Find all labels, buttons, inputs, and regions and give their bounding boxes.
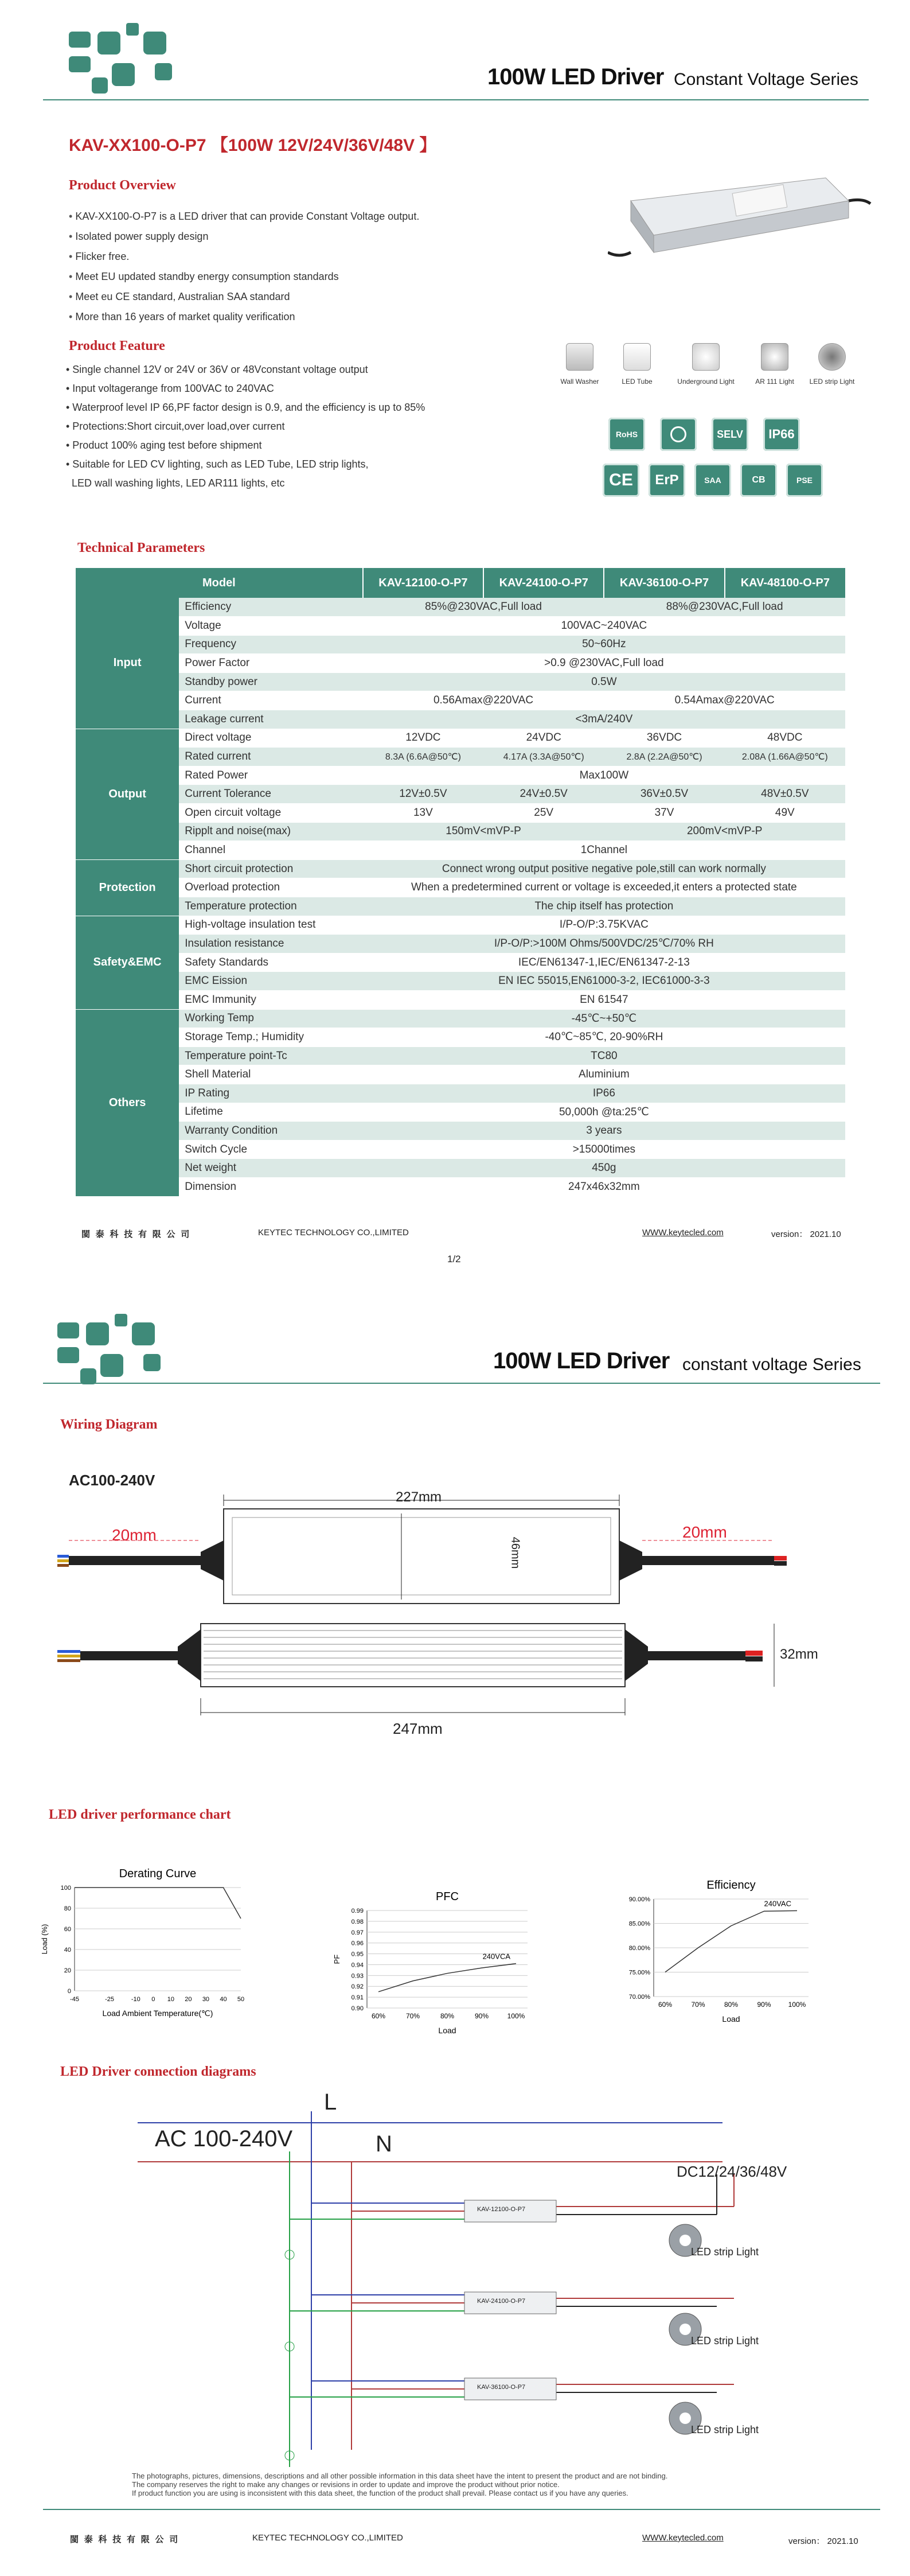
table-row: [76, 935, 845, 954]
table-row: [76, 878, 845, 897]
table-row: [76, 672, 845, 691]
param-value: 36V±0.5V: [604, 785, 724, 804]
table-row: [76, 897, 845, 916]
footer-company-en: KEYTEC TECHNOLOGY CO.,LIMITED: [252, 2533, 403, 2543]
param-value: 48V±0.5V: [725, 785, 845, 804]
param-name: Rated current: [179, 748, 362, 766]
class2-icon: [660, 418, 697, 451]
strip-light-label: LED strip Light: [691, 2424, 759, 2435]
y-tick-label: 0.99: [351, 1908, 364, 1915]
param-name: Current: [179, 691, 362, 710]
x-tick-label: 80%: [724, 2001, 739, 2009]
list-item: • KAV-XX100-O-P7 is a LED driver that can provide Constant Voltage output.: [69, 207, 556, 227]
y-tick-label: 85.00%: [628, 1920, 650, 1928]
param-name: Leakage current: [179, 710, 362, 729]
list-item: • Protections:Short circuit,over load,over current: [66, 421, 285, 432]
page-title: 100W LED Driver: [493, 1348, 670, 1373]
disclaimer-line: If product function you are using is inconsistent with this data sheet, the function of the product shall prevail. Please contact us if you have any queries.: [132, 2489, 628, 2497]
param-value: 2.08A (1.66A@50℃): [725, 748, 845, 766]
param-name: Current Tolerance: [179, 785, 362, 804]
param-name: Frequency: [179, 635, 362, 654]
param-value: 0.5W: [363, 672, 845, 691]
y-tick-label: 0.93: [351, 1972, 364, 1980]
company-logo: [69, 23, 178, 98]
wiring-ac-label: AC100-240V: [69, 1472, 155, 1489]
param-value: 247x46x32mm: [363, 1177, 845, 1196]
x-tick-label: 30: [202, 1996, 210, 2003]
param-value: 12V±0.5V: [363, 785, 483, 804]
header-rule: [43, 1383, 880, 1384]
param-name: Switch Cycle: [179, 1140, 362, 1159]
feature-heading: Product Feature: [69, 338, 165, 353]
param-value: 88%@230VAC,Full load: [604, 598, 845, 617]
param-name: Insulation resistance: [179, 935, 362, 954]
y-tick-label: 0.90: [351, 2005, 364, 2012]
series-line: [75, 1888, 241, 1919]
neutral-n-label: N: [376, 2131, 392, 2157]
table-row: [76, 841, 845, 860]
param-value: 200mV<mVP-P: [604, 822, 845, 841]
param-name: Storage Temp.; Humidity: [179, 1028, 362, 1047]
underground-light-icon: [692, 343, 720, 371]
table-header-row: [76, 568, 845, 598]
table-row: [76, 1009, 845, 1028]
param-name: Voltage: [179, 617, 362, 636]
param-value: 48VDC: [725, 729, 845, 748]
tech-table: [76, 568, 845, 1197]
ip66-icon: IP66: [763, 418, 800, 451]
app-label: Wall Washer: [560, 378, 599, 386]
param-name: Open circuit voltage: [179, 804, 362, 823]
x-tick-label: 0: [151, 1996, 155, 2003]
x-tick-label: 20: [185, 1996, 192, 2003]
table-header: KAV-48100-O-P7: [725, 568, 845, 598]
y-tick-label: 0.94: [351, 1962, 364, 1969]
param-value: >15000times: [363, 1140, 845, 1159]
y-tick-label: 0.95: [351, 1951, 364, 1958]
param-name: Dimension: [179, 1177, 362, 1196]
param-name: EMC Immunity: [179, 990, 362, 1009]
footer-rule: [43, 2509, 880, 2510]
table-row: [76, 1159, 845, 1178]
param-name: Temperature point-Tc: [179, 1046, 362, 1065]
x-tick-label: 60%: [371, 2012, 386, 2020]
table-row: [76, 822, 845, 841]
strip-light-label: LED strip Light: [691, 2246, 759, 2258]
y-tick-label: 0.92: [351, 1983, 364, 1991]
param-name: Efficiency: [179, 598, 362, 617]
y-tick-label: 70.00%: [628, 1994, 650, 2001]
param-value: I/P-O/P:3.75KVAC: [363, 916, 845, 935]
table-row: [76, 748, 845, 766]
series-label: 240VCA: [482, 1952, 510, 1961]
param-name: Working Temp: [179, 1009, 362, 1028]
x-tick-label: 50: [237, 1996, 245, 2003]
table-row: [76, 990, 845, 1009]
table-row: [76, 1103, 845, 1122]
table-row: [76, 953, 845, 972]
y-tick-label: 75.00%: [628, 1969, 650, 1976]
param-value: 24VDC: [483, 729, 604, 748]
cb-icon: CB: [740, 464, 777, 497]
app-label: Underground Light: [677, 378, 735, 386]
param-value: Max100W: [363, 766, 845, 785]
param-value: -40℃~85℃, 20-90%RH: [363, 1028, 845, 1047]
table-row: [76, 766, 845, 785]
disclaimer-line: The photographs, pictures, dimensions, descriptions and all other possible information in this data sheet have the intent to present the product and are not binding.: [132, 2472, 668, 2480]
list-item: • Meet eu CE standard, Australian SAA standard: [69, 287, 556, 307]
series-line: [665, 1910, 797, 1972]
list-item: • More than 16 years of market quality verification: [69, 307, 556, 327]
x-tick-label: 70%: [691, 2001, 705, 2009]
x-tick-label: -45: [70, 1996, 79, 2003]
param-value: 50~60Hz: [363, 635, 845, 654]
footer-company-cn: 閩 泰 科 技 有 限 公 司: [70, 2535, 180, 2544]
page-number: 1/2: [447, 1254, 461, 1264]
param-value: 12VDC: [363, 729, 483, 748]
erp-icon: ErP: [649, 464, 685, 497]
page-title: 100W LED Driver: [487, 64, 664, 90]
list-item: • Suitable for LED CV lighting, such as LED Tube, LED strip lights,: [66, 458, 369, 470]
ce-icon: CE: [603, 464, 639, 497]
footer-url[interactable]: WWW.keytecled.com: [642, 1228, 724, 1238]
param-value: 4.17A (3.3A@50℃): [483, 748, 604, 766]
param-name: Ripplt and noise(max): [179, 822, 362, 841]
dim-height: 46mm: [509, 1536, 522, 1569]
param-value: When a predetermined current or voltage is exceeded,it enters a protected state: [363, 878, 845, 897]
table-row: [76, 1122, 845, 1141]
param-value: 0.54Amax@220VAC: [604, 691, 845, 710]
driver-label: KAV-24100-O-P7: [477, 2298, 526, 2305]
table-header: KAV-12100-O-P7: [363, 568, 483, 598]
table-row: [76, 804, 845, 823]
dim-total-length: 247mm: [393, 1720, 443, 1737]
derating-chart: [40, 1859, 258, 2031]
param-value: Connect wrong output positive negative pole,still can work normally: [363, 859, 845, 878]
series-label: 240VAC: [764, 1899, 791, 1908]
driver-label: KAV-36100-O-P7: [477, 2384, 526, 2391]
param-name: Rated Power: [179, 766, 362, 785]
efficiency-chart: [608, 1870, 826, 2042]
x-axis-label: Load: [722, 2014, 740, 2024]
table-row: [76, 691, 845, 710]
strip-light-label: LED strip Light: [691, 2335, 759, 2347]
param-value: 49V: [725, 804, 845, 823]
rohs-icon: RoHS: [608, 418, 645, 451]
group-label: Safety&EMC: [76, 916, 179, 1009]
param-name: Standby power: [179, 672, 362, 691]
param-name: Overload protection: [179, 878, 362, 897]
table-header: Model: [76, 568, 363, 598]
x-tick-label: -10: [131, 1996, 140, 2003]
param-name: Shell Material: [179, 1065, 362, 1084]
param-value: 85%@230VAC,Full load: [363, 598, 604, 617]
tech-heading: Technical Parameters: [77, 540, 205, 555]
table-row: [76, 654, 845, 673]
table-row: [76, 598, 845, 617]
wiring-heading: Wiring Diagram: [60, 1417, 158, 1432]
table-row: [76, 729, 845, 748]
led-tube-icon: [623, 343, 651, 371]
y-tick-label: 80.00%: [628, 1945, 650, 1952]
list-item: • Single channel 12V or 24V or 36V or 48Vconstant voltage output: [66, 364, 368, 375]
x-tick-label: 90%: [474, 2012, 489, 2020]
table-row: [76, 972, 845, 991]
param-value: >0.9 @230VAC,Full load: [363, 654, 845, 673]
footer-company-en: KEYTEC TECHNOLOGY CO.,LIMITED: [258, 1228, 409, 1238]
y-tick-label: 0.91: [351, 1994, 364, 2002]
dim-lead-left: 20mm: [112, 1526, 157, 1544]
x-tick-label: 40: [220, 1996, 227, 2003]
y-axis-label: PF: [333, 1954, 341, 1964]
model-line: KAV-XX100-O-P7 【100W 12V/24V/36V/48V 】: [69, 136, 437, 155]
param-name: Channel: [179, 841, 362, 860]
x-tick-label: 90%: [757, 2001, 771, 2009]
company-logo: [57, 1314, 166, 1388]
param-name: Short circuit protection: [179, 859, 362, 878]
feature-list: [66, 360, 553, 493]
param-name: Power Factor: [179, 654, 362, 673]
list-item: • Meet EU updated standby energy consumption standards: [69, 267, 556, 287]
table-row: [76, 916, 845, 935]
disclaimer-line: The company reserves the right to make any changes or revisions in order to update and improve the product without prior notice.: [132, 2480, 560, 2489]
param-value: The chip itself has protection: [363, 897, 845, 916]
param-value: 24V±0.5V: [483, 785, 604, 804]
table-row: [76, 785, 845, 804]
line-l-label: L: [324, 2089, 337, 2115]
table-row: [76, 710, 845, 729]
table-row: [76, 1140, 845, 1159]
param-value: 37V: [604, 804, 724, 823]
param-value: TC80: [363, 1046, 845, 1065]
driver-label: KAV-12100-O-P7: [477, 2206, 526, 2213]
disclaimer: [132, 2472, 780, 2497]
list-item: • Product 100% aging test before shipment: [66, 439, 262, 451]
param-value: 100VAC~240VAC: [363, 617, 845, 636]
selv-icon: SELV: [712, 418, 748, 451]
pfc-chart: [330, 1876, 548, 2048]
param-value: I/P-O/P:>100M Ohms/500VDC/25℃/70% RH: [363, 935, 845, 954]
footer-company-cn: 閩 泰 科 技 有 限 公 司: [81, 1230, 192, 1239]
y-tick-label: 0.98: [351, 1918, 364, 1925]
dc-output-label: DC12/24/36/48V: [677, 2163, 787, 2180]
param-name: Direct voltage: [179, 729, 362, 748]
page-subtitle: Constant Voltage Series: [674, 70, 858, 89]
y-tick-label: 0.97: [351, 1929, 364, 1936]
table-row: [76, 1065, 845, 1084]
chart-title: Efficiency: [706, 1879, 756, 1892]
param-value: 36VDC: [604, 729, 724, 748]
led-strip-light-icon: [818, 343, 846, 371]
param-name: Warranty Condition: [179, 1122, 362, 1141]
param-value: 0.56Amax@220VAC: [363, 691, 604, 710]
footer-version: version： 2021.10: [771, 1229, 841, 1239]
param-value: 3 years: [363, 1122, 845, 1141]
param-value: 450g: [363, 1159, 845, 1178]
perf-heading: LED driver performance chart: [49, 1807, 231, 1822]
param-value: <3mA/240V: [363, 710, 845, 729]
x-axis-label: Load Ambient Temperature(℃): [102, 2009, 213, 2018]
param-name: IP Rating: [179, 1084, 362, 1103]
footer-version: version： 2021.10: [788, 2536, 858, 2546]
table-row: [76, 1028, 845, 1047]
ac-input-label: AC 100-240V: [155, 2126, 293, 2151]
app-label: LED strip Light: [809, 378, 855, 386]
dim-body-length: 227mm: [396, 1489, 442, 1505]
overview-list: [69, 207, 556, 327]
x-tick-label: 60%: [658, 2001, 673, 2009]
y-tick-label: 20: [64, 1967, 71, 1974]
group-label: Input: [76, 598, 179, 729]
app-label: LED Tube: [622, 378, 653, 386]
table-header: KAV-24100-O-P7: [483, 568, 604, 598]
wall-washer-icon: [566, 343, 593, 371]
y-tick-label: 0: [67, 1988, 71, 1995]
param-name: High-voltage insulation test: [179, 916, 362, 935]
param-name: Net weight: [179, 1159, 362, 1178]
param-name: Lifetime: [179, 1103, 362, 1122]
table-row: [76, 635, 845, 654]
param-value: IEC/EN61347-1,IEC/EN61347-2-13: [363, 953, 845, 972]
overview-heading: Product Overview: [69, 178, 176, 193]
y-tick-label: 90.00%: [628, 1896, 650, 1903]
dim-lead-right: 20mm: [682, 1523, 727, 1541]
footer-url[interactable]: WWW.keytecled.com: [642, 2533, 724, 2543]
saa-icon: SAA: [694, 464, 731, 497]
chart-title: PFC: [436, 1890, 459, 1903]
param-value: 8.3A (6.6A@50℃): [363, 748, 483, 766]
header-rule: [43, 99, 869, 100]
x-tick-label: 100%: [507, 2012, 525, 2020]
param-value: 25V: [483, 804, 604, 823]
y-axis-label: Load (%): [40, 1924, 49, 1955]
table-row: [76, 1084, 845, 1103]
param-value: 50,000h @ta:25℃: [363, 1103, 845, 1122]
x-tick-label: 80%: [440, 2012, 455, 2020]
param-name: Temperature protection: [179, 897, 362, 916]
table-row: [76, 1046, 845, 1065]
series-line: [378, 1964, 516, 1992]
param-value: EN 61547: [363, 990, 845, 1009]
param-name: EMC Eission: [179, 972, 362, 991]
chart-title: Derating Curve: [119, 1867, 197, 1880]
y-tick-label: 80: [64, 1905, 71, 1912]
x-tick-label: -25: [105, 1996, 115, 2003]
table-header: KAV-36100-O-P7: [604, 568, 724, 598]
param-value: Aluminium: [363, 1065, 845, 1084]
param-name: Safety Standards: [179, 953, 362, 972]
table-row: [76, 617, 845, 636]
param-value: 150mV<mVP-P: [363, 822, 604, 841]
list-item: LED wall washing lights, LED AR111 lights, etc: [66, 477, 285, 489]
list-item: • Waterproof level IP 66,PF factor design is 0.9, and the efficiency is up to 85%: [66, 402, 425, 413]
list-item: • Flicker free.: [69, 247, 556, 267]
param-value: 13V: [363, 804, 483, 823]
x-tick-label: 70%: [405, 2012, 420, 2020]
group-label: Others: [76, 1009, 179, 1196]
param-value: 2.8A (2.2A@50℃): [604, 748, 724, 766]
pse-icon: PSE: [786, 464, 823, 497]
table-row: [76, 859, 845, 878]
x-tick-label: 100%: [788, 2001, 806, 2009]
param-value: IP66: [363, 1084, 845, 1103]
product-photo: [608, 166, 872, 264]
list-item: • Input voltagerange from 100VAC to 240VAC: [66, 383, 274, 394]
table-row: [76, 1177, 845, 1196]
x-tick-label: 10: [167, 1996, 175, 2003]
y-tick-label: 0.96: [351, 1940, 364, 1947]
y-tick-label: 60: [64, 1926, 71, 1933]
list-item: • Isolated power supply design: [69, 227, 556, 247]
y-tick-label: 40: [64, 1947, 71, 1954]
group-label: Protection: [76, 859, 179, 916]
page-subtitle: constant voltage Series: [682, 1355, 861, 1374]
dim-depth: 32mm: [780, 1647, 818, 1662]
connection-diagram: [138, 2100, 768, 2473]
group-label: Output: [76, 729, 179, 859]
x-axis-label: Load: [438, 2026, 456, 2035]
param-value: -45℃~+50℃: [363, 1009, 845, 1028]
ar111-light-icon: [761, 343, 788, 371]
wiring-diagram: [57, 1486, 860, 1779]
app-label: AR 111 Light: [755, 378, 794, 386]
y-tick-label: 100: [60, 1885, 71, 1892]
conn-heading: LED Driver connection diagrams: [60, 2064, 256, 2079]
param-value: 1Channel: [363, 841, 845, 860]
param-value: EN IEC 55015,EN61000-3-2, IEC61000-3-3: [363, 972, 845, 991]
